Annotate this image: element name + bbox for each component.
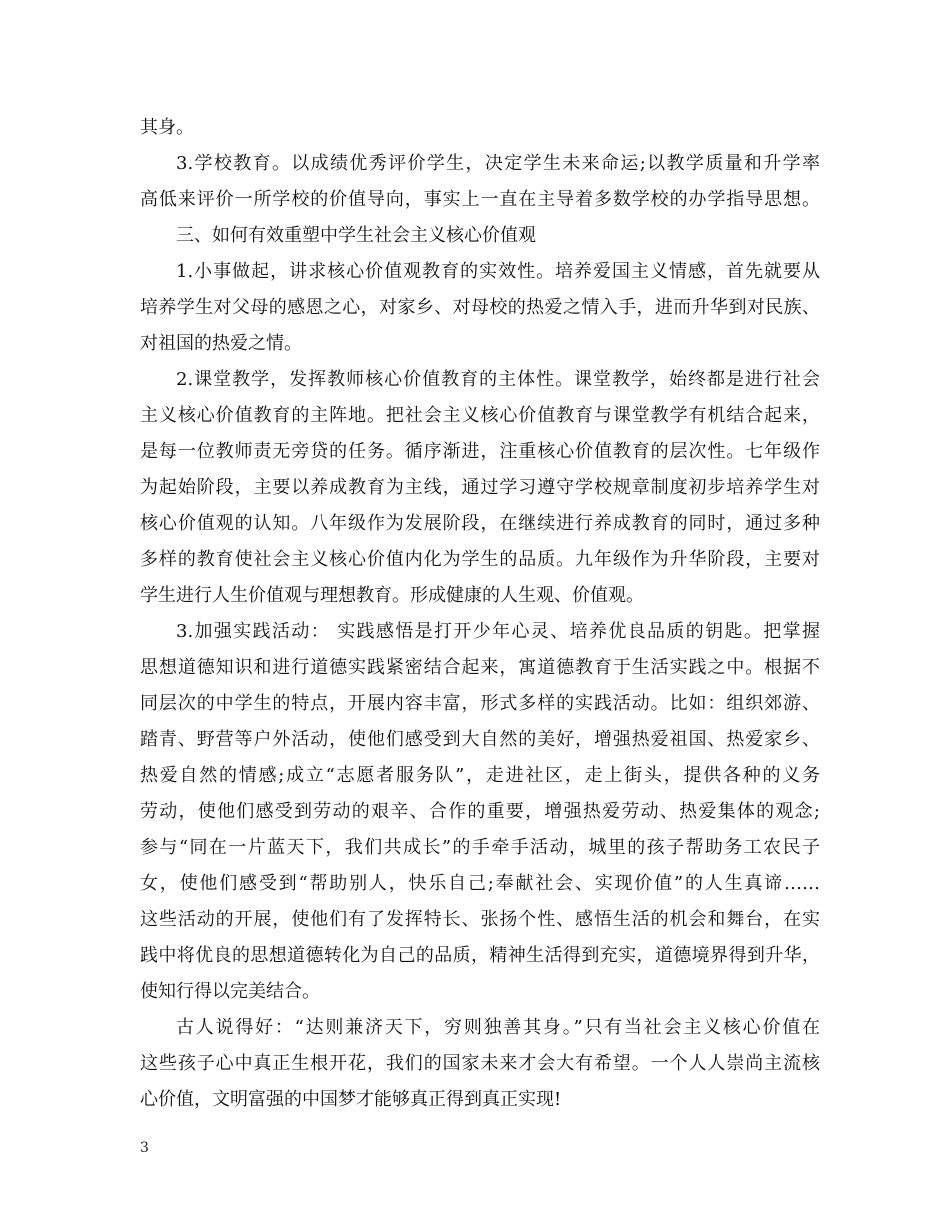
text-line: 高低来评价一所学校的价值导向，事实上一直在主导着多数学校的办学指导思想。: [140, 189, 820, 210]
text-line: 这些孩子心中真正生根开花，我们的国家未来才会大有希望。一个人人崇尚主流核: [140, 1053, 820, 1074]
text-line: 对祖国的热爱之情。: [140, 333, 302, 354]
text-line: 3.学校教育。以成绩优秀评价学生，决定学生未来命运;以教学质量和升学率: [176, 153, 820, 174]
text-line: 古人说得好：“达则兼济天下，穷则独善其身。”只有当社会主义核心价值在: [176, 1017, 820, 1038]
text-line: 踏青、野营等户外活动，使他们感受到大自然的美好，增强热爱祖国、热爱家乡、: [140, 729, 820, 750]
text-line: 多样的教育使社会主义核心价值内化为学生的品质。九年级作为升华阶段，主要对: [140, 549, 820, 570]
text-line: 主义核心价值教育的主阵地。把社会主义核心价值教育与课堂教学有机结合起来，: [140, 405, 820, 426]
text-line: 培养学生对父母的感恩之心，对家乡、对母校的热爱之情入手，进而升华到对民族、: [140, 297, 820, 318]
text-line: 女，使他们感受到“帮助别人，快乐自己;奉献社会、实现价值”的人生真谛……: [140, 873, 820, 894]
text-line: 3.加强实践活动： 实践感悟是打开少年心灵、培养优良品质的钥匙。把掌握: [176, 621, 820, 642]
page-number: 3: [140, 1140, 149, 1156]
text-line: 参与“同在一片蓝天下，我们共成长”的手牵手活动，城里的孩子帮助务工农民子: [140, 837, 820, 858]
text-line: 这些活动的开展，使他们有了发挥特长、张扬个性、感悟生活的机会和舞台，在实: [140, 909, 820, 930]
text-line: 1.小事做起，讲求核心价值观教育的实效性。培养爱国主义情感，首先就要从: [176, 261, 820, 282]
text-line: 使知行得以完美结合。: [140, 981, 320, 1002]
text-line: 热爱自然的情感;成立“志愿者服务队”，走进社区，走上街头，提供各种的义务: [140, 765, 820, 786]
text-line: 为起始阶段，主要以养成教育为主线，通过学习遵守学校规章制度初步培养学生对: [140, 477, 820, 498]
text-line: 2.课堂教学，发挥教师核心价值教育的主体性。课堂教学，始终都是进行社会: [176, 369, 820, 390]
text-line: 是每一位教师责无旁贷的任务。循序渐进，注重核心价值教育的层次性。七年级作: [140, 441, 820, 462]
text-line: 核心价值观的认知。八年级作为发展阶段，在继续进行养成教育的同时，通过多种: [140, 513, 820, 534]
text-line: 心价值，文明富强的中国梦才能够真正得到真正实现!: [140, 1089, 562, 1110]
text-line: 其身。: [140, 117, 194, 138]
document-body: [140, 110, 820, 1118]
section-heading: 三、如何有效重塑中学生社会主义核心价值观: [176, 225, 536, 246]
text-line: 同层次的中学生的特点，开展内容丰富，形式多样的实践活动。比如：组织郊游、: [140, 693, 820, 714]
text-line: 劳动，使他们感受到劳动的艰辛、合作的重要，增强热爱劳动、热爱集体的观念;: [140, 801, 820, 822]
text-line: 学生进行人生价值观与理想教育。形成健康的人生观、价值观。: [140, 585, 644, 606]
text-line: 思想道德知识和进行道德实践紧密结合起来，寓道德教育于生活实践之中。根据不: [140, 657, 820, 678]
text-line: 践中将优良的思想道德转化为自己的品质，精神生活得到充实，道德境界得到升华，: [140, 945, 820, 966]
